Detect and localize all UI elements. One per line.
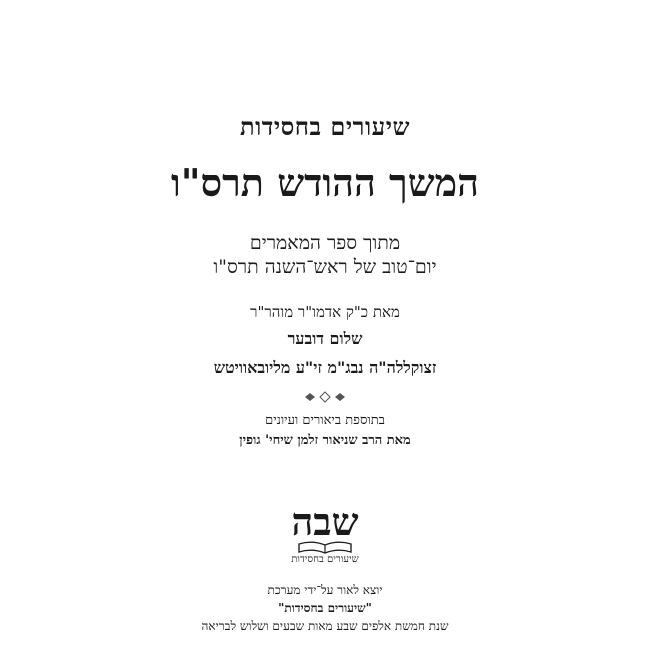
author-prefix: מאת כ"ק אדמו"ר מוהר"ר: [250, 303, 400, 321]
subtitle-line-1: מתוך ספר המאמרים: [249, 232, 401, 254]
author-honorific: זצוקללה"ה נבג"מ זי"ע מליובאוויטש: [213, 358, 437, 377]
book-title: המשך ההודש תרס"ו: [170, 160, 479, 205]
series-heading: שיעורים בחסידות: [240, 112, 410, 141]
logo-caption: שיעורים בחסידות: [291, 554, 359, 565]
subtitle-line-2: יום־טוב של ראש־השנה תרס"ו: [213, 256, 437, 278]
additions-line-2: מאת הרב שניאור זלמן שיחי' גופין: [239, 433, 411, 448]
ornament-icon: [295, 391, 355, 403]
author-name: שלום דובער: [287, 329, 363, 348]
publisher-line-1: יוצא לאור על־ידי מערכת: [267, 583, 383, 597]
open-book-icon: [297, 540, 353, 554]
publisher-line-2: "שיעורים בחסידות": [278, 601, 372, 615]
logo-letters: שבה: [291, 499, 359, 544]
publisher-line-3: שנת חמשת אלפים שבע מאות שבעים ושלוש לבריאה: [201, 619, 449, 633]
publisher-logo: [275, 500, 375, 570]
additions-line-1: בתוספת ביאורים ועיונים: [265, 413, 385, 428]
ornament-divider: [0, 388, 650, 407]
